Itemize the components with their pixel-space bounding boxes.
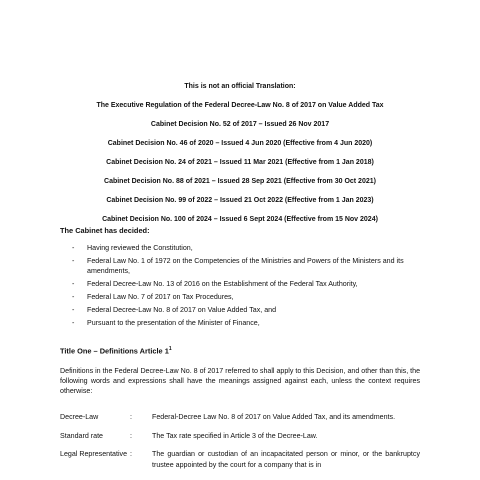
definition-meaning: Federal-Decree Law No. 8 of 2017 on Value Added Tax, and its amendments.: [152, 413, 396, 421]
definition-term: Legal Representative: [60, 450, 128, 458]
section-title-text: Title One – Definitions Article 1: [60, 346, 169, 356]
list-item: - Federal Law No. 7 of 2017 on Tax Procedures,: [72, 292, 417, 302]
cabinet-decision-line: Cabinet Decision No. 88 of 2021 – Issued 28 Sep 2021 (Effective from 30 Oct 2021): [104, 178, 376, 185]
definition-row: [60, 412, 420, 423]
list-item: - Having reviewed the Constitution,: [72, 243, 417, 253]
cabinet-decision-line: Cabinet Decision No. 52 of 2017 – Issued 26 Nov 2017: [150, 121, 330, 128]
definitions-table: [60, 412, 420, 478]
cabinet-decision-line: Cabinet Decision No. 100 of 2024 – Issued 6 Sept 2024 (Effective from 15 Nov 2024): [102, 216, 378, 223]
definition-separator: :: [130, 413, 132, 421]
footnote-marker: 1: [168, 346, 172, 352]
definition-row: [60, 431, 420, 442]
definition-term: Standard rate: [60, 431, 103, 440]
definition-row: [60, 449, 420, 470]
definition-meaning: The guardian or custodian of an incapacitated person or minor, or the bankruptcy trustee appointed by the court for a company that is in: [152, 450, 420, 469]
definition-meaning: The Tax rate specified in Article 3 of the Decree-Law.: [152, 431, 318, 440]
cabinet-decision-line: Cabinet Decision No. 24 of 2021 – Issued 11 Mar 2021 (Effective from 1 Jan 2018): [106, 159, 374, 166]
definition-separator: :: [130, 450, 132, 458]
intro-paragraph: Definitions in the Federal Decree-Law No. 8 of 2017 referred to shall apply to this Decision, and other than this, the following words and expressions shall have the meanings assigned against each, unless the context requires otherwise:: [60, 367, 421, 396]
cabinet-decision-line: Cabinet Decision No. 46 of 2020 – Issued 4 Jun 2020 (Effective from 4 Jun 2020): [107, 140, 373, 147]
cabinet-decision-line: Cabinet Decision No. 99 of 2022 – Issued 21 Oct 2022 (Effective from 1 Jan 2023): [106, 197, 374, 204]
definition-separator: :: [130, 431, 132, 440]
list-item: - Federal Law No. 1 of 1972 on the Competencies of the Ministries and Powers of the Ministers and its amendments,: [72, 256, 417, 276]
definition-term: Decree-Law: [60, 413, 99, 421]
regulation-title: The Executive Regulation of the Federal Decree-Law No. 8 of 2017 on Value Added Tax: [96, 102, 384, 109]
cabinet-heading: The Cabinet has decided:: [60, 226, 150, 235]
list-item: - Federal Decree-Law No. 13 of 2016 on the Establishment of the Federal Tax Authority,: [72, 279, 417, 289]
list-item: - Pursuant to the presentation of the Minister of Finance,: [72, 318, 417, 328]
document-header: [0, 83, 480, 235]
section-title: [60, 346, 172, 355]
considerations-list: [72, 243, 417, 331]
translation-notice: This is not an official Translation:: [184, 83, 296, 90]
list-item: - Federal Decree-Law No. 8 of 2017 on Value Added Tax, and: [72, 305, 417, 315]
